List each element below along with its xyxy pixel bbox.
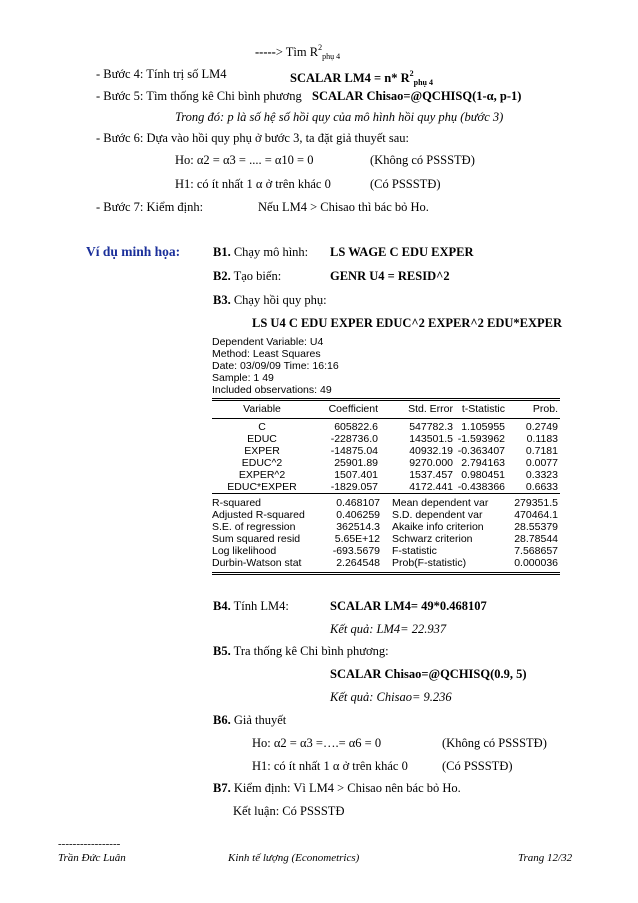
stat-label: Sum squared resid xyxy=(212,533,301,545)
stat-value: 7.568657 xyxy=(514,545,558,557)
cell-std-error: 1537.457 xyxy=(409,469,453,481)
b7-label: B7. xyxy=(213,781,231,795)
eviews-header-line: Included observations: 49 xyxy=(212,384,332,396)
after-b4 xyxy=(213,598,289,614)
cell-prob: 0.0077 xyxy=(525,457,558,469)
stat-label: Adjusted R-squared xyxy=(212,509,305,521)
step7-text: Nếu LM4 > Chisao thì bác bỏ Ho. xyxy=(258,200,429,214)
cell-prob: 0.7181 xyxy=(525,445,558,457)
step7-label: - Bước 7: Kiểm định: xyxy=(96,200,204,214)
footer-page: Trang 12/32 xyxy=(518,852,573,864)
footer-author: Trần Đức Luân xyxy=(58,852,126,864)
rule xyxy=(212,400,560,401)
cell-coefficient: 605822.6 xyxy=(334,421,378,433)
stat-label: Prob(F-statistic) xyxy=(392,557,467,569)
example-b2 xyxy=(213,268,281,284)
cell-t-statistic: -1.593962 xyxy=(457,433,505,445)
b4-text: Tính LM4: xyxy=(230,599,289,613)
stat-label: Durbin-Watson stat xyxy=(212,557,302,569)
cell-std-error: 40932.19 xyxy=(409,445,453,457)
step6-label: - Bước 6: Dựa vào hồi quy phụ ở bước 3, ta đặt giả thuyết sau: xyxy=(96,131,410,145)
stat-label: Log likelihood xyxy=(212,545,277,557)
conclusion: Kết luận: Có PSSSTĐ xyxy=(233,804,345,818)
b5-text: Tra thống kê Chi bình phương: xyxy=(230,644,389,658)
cell-t-statistic: -0.438366 xyxy=(457,481,505,493)
cell-coefficient: -14875.04 xyxy=(330,445,378,457)
eviews-header-line: Date: 03/09/09 Time: 16:16 xyxy=(212,360,339,372)
b2-command: GENR U4 = RESID^2 xyxy=(330,269,450,283)
b3-label: B3. xyxy=(213,293,231,307)
cell-t-statistic: 1.105955 xyxy=(461,421,505,433)
col-header-tstat: t-Statistic xyxy=(461,403,505,415)
b2-label: B2. xyxy=(213,269,231,283)
rule xyxy=(212,398,560,399)
b1-text: Chạy mô hình: xyxy=(230,245,309,259)
b3-command: LS U4 C EDU EXPER EDUC^2 EXPER^2 EDU*EXPER xyxy=(252,316,563,330)
b4-label: B4. xyxy=(213,599,231,613)
eviews-header-line: Sample: 1 49 xyxy=(212,372,274,384)
cell-variable: EDUC^2 xyxy=(241,457,283,469)
step4-sup: 2 xyxy=(409,69,414,78)
stat-label: S.E. of regression xyxy=(212,521,296,533)
stat-value: 28.55379 xyxy=(514,521,558,533)
b6-label: B6. xyxy=(213,713,231,727)
step6-h0-note: (Không có PSSSTĐ) xyxy=(370,153,475,167)
stat-label: F-statistic xyxy=(392,545,437,557)
b6-h0: Ho: α2 = α3 =….= α6 = 0 xyxy=(252,736,382,750)
example-title: Ví dụ minh họa: xyxy=(86,244,181,259)
stat-value: 2.264548 xyxy=(336,557,380,569)
b4-result: Kết quả: LM4= 22.937 xyxy=(330,622,447,636)
cell-coefficient: 25901.89 xyxy=(334,457,378,469)
b5-result: Kết quả: Chisao= 9.236 xyxy=(330,690,452,704)
cell-std-error: 4172.441 xyxy=(409,481,453,493)
example-b3 xyxy=(213,292,327,308)
stat-label: Mean dependent var xyxy=(392,497,489,509)
b6-h0-note: (Không có PSSSTĐ) xyxy=(442,736,547,750)
rule xyxy=(212,418,560,419)
col-header-stderr: Std. Error xyxy=(408,403,453,415)
stat-value: 470464.1 xyxy=(514,509,558,521)
step5-note: Trong đó: p là số hệ số hồi quy của mô hình hồi quy phụ (bước 3) xyxy=(175,110,504,124)
cell-variable: EXPER^2 xyxy=(238,469,286,481)
cell-prob: 0.1183 xyxy=(526,433,558,445)
cell-variable: EDUC xyxy=(247,433,277,445)
cell-t-statistic: -0.363407 xyxy=(457,445,505,457)
cell-coefficient: 1507.401 xyxy=(334,469,378,481)
stat-value: 279351.5 xyxy=(514,497,558,509)
cell-coefficient: -1829.057 xyxy=(330,481,378,493)
b3-text: Chạy hồi quy phụ: xyxy=(230,293,327,307)
superscript: 2 xyxy=(318,43,323,52)
stat-value: 0.406259 xyxy=(336,509,380,521)
b4-command: SCALAR LM4= 49*0.468107 xyxy=(330,599,487,613)
eviews-header-line: Method: Least Squares xyxy=(212,348,321,360)
b1-label: B1. xyxy=(213,245,231,259)
stat-value: 28.78544 xyxy=(514,533,558,545)
cell-t-statistic: 0.980451 xyxy=(461,469,505,481)
cell-t-statistic: 2.794163 xyxy=(461,457,505,469)
footer-course: Kinh tế lượng (Econometrics) xyxy=(228,852,360,864)
cell-std-error: 547782.3 xyxy=(409,421,453,433)
stat-value: 5.65E+12 xyxy=(334,533,380,545)
b6-h1-note: (Có PSSSTĐ) xyxy=(442,759,513,773)
b6-h1: H1: có ít nhất 1 α ở trên khác 0 xyxy=(252,759,408,773)
cell-std-error: 9270.000 xyxy=(409,457,453,469)
step4-label: - Bước 4: Tính trị số LM4 xyxy=(96,67,227,81)
step5-label: - Bước 5: Tìm thống kê Chi bình phương xyxy=(96,89,302,103)
cell-prob: 0.3323 xyxy=(525,469,558,481)
b6-text: Giả thuyết xyxy=(230,713,287,727)
stat-value: 362514.3 xyxy=(336,521,380,533)
find-r2-line xyxy=(255,40,340,65)
col-header-coefficient: Coefficient xyxy=(328,403,378,415)
cell-variable: EDUC*EXPER xyxy=(227,481,297,493)
step4-sub: phụ 4 xyxy=(413,78,433,87)
cell-coefficient: -228736.0 xyxy=(330,433,378,445)
cell-variable: C xyxy=(258,421,266,433)
stat-label: S.D. dependent var xyxy=(392,509,483,521)
stat-value: 0.000036 xyxy=(514,557,558,569)
cell-prob: 0.6633 xyxy=(525,481,558,493)
stat-label: R-squared xyxy=(212,497,262,509)
b1-command: LS WAGE C EDU EXPER xyxy=(330,245,474,259)
cell-std-error: 143501.5 xyxy=(409,433,453,445)
cell-variable: EXPER xyxy=(244,445,280,457)
find-text: > Tìm R xyxy=(275,45,319,59)
eviews-header-line: Dependent Variable: U4 xyxy=(212,336,324,348)
step6-h1: H1: có ít nhất 1 α ở trên khác 0 xyxy=(175,177,331,191)
after-b5 xyxy=(213,643,389,659)
b5-command: SCALAR Chisao=@QCHISQ(0.9, 5) xyxy=(330,667,527,681)
step5-command: SCALAR Chisao=@QCHISQ(1-α, p-1) xyxy=(312,89,522,103)
rule xyxy=(212,574,560,575)
stat-value: 0.468107 xyxy=(336,497,380,509)
b2-text: Tạo biến: xyxy=(230,269,282,283)
col-header-prob: Prob. xyxy=(532,403,558,415)
col-header-variable: Variable xyxy=(243,403,281,415)
arrow-dashes: ----- xyxy=(255,45,276,59)
rule xyxy=(212,572,560,573)
step4-cmd-text: SCALAR LM4 = n* R xyxy=(290,71,410,85)
b7-text: Kiểm định: Vì LM4 > Chisao nên bác bỏ Ho. xyxy=(230,781,461,795)
after-b7 xyxy=(213,780,461,796)
stat-label: Schwarz criterion xyxy=(392,533,473,545)
step6-h0: Ho: α2 = α3 = .... = α10 = 0 xyxy=(175,153,314,167)
rule xyxy=(212,493,560,494)
stat-value: -693.5679 xyxy=(332,545,380,557)
example-b1 xyxy=(213,244,308,260)
subscript: phụ 4 xyxy=(322,52,341,61)
cell-prob: 0.2749 xyxy=(525,421,558,433)
footer-dashes: ----------------- xyxy=(58,838,121,850)
stat-label: Akaike info criterion xyxy=(392,521,484,533)
after-b6 xyxy=(213,712,286,728)
b5-label: B5. xyxy=(213,644,231,658)
step6-h1-note: (Có PSSSTĐ) xyxy=(370,177,441,191)
